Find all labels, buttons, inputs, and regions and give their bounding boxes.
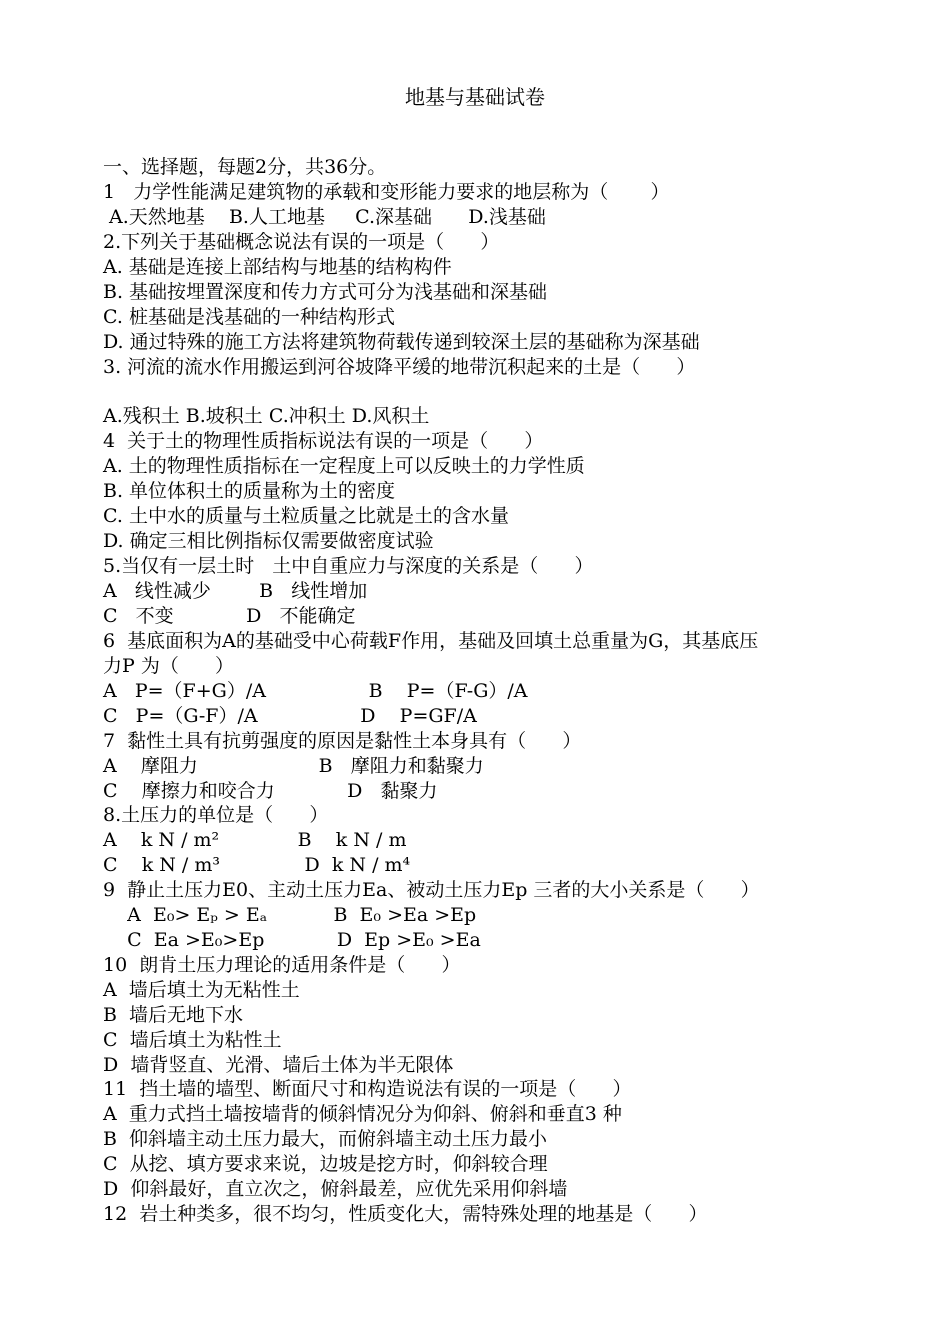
question-2-option-b: B. 基础按埋置深度和传力方式可分为浅基础和深基础 <box>103 281 548 303</box>
question-5: 5.当仅有一层土时 土中自重应力与深度的关系是（ ） <box>103 555 594 577</box>
question-4-option-d: D. 确定三相比例指标仅需要做密度试验 <box>103 530 434 552</box>
question-1-options: A.天然地基 B.人工地基 C.深基础 D.浅基础 <box>103 206 546 228</box>
question-10-option-b: B 墙后无地下水 <box>103 1004 244 1026</box>
question-2-option-c: C. 桩基础是浅基础的一种结构形式 <box>103 306 395 328</box>
question-6-options-cd: C P=（G-F）/A D P=GF/A <box>103 705 477 727</box>
question-11: 11 挡土墙的墙型、断面尺寸和构造说法有误的一项是（ ） <box>103 1078 632 1100</box>
question-3-options: A.残积土 B.坡积土 C.冲积土 D.风积土 <box>103 405 430 427</box>
question-12: 12 岩土种类多，很不均匀，性质变化大，需特殊处理的地基是（ ） <box>103 1203 708 1225</box>
question-10-option-d: D 墙背竖直、光滑、墙后土体为半无限体 <box>103 1054 454 1076</box>
question-4: 4 关于土的物理性质指标说法有误的一项是（ ） <box>103 430 544 452</box>
question-9-options-cd: C Ea >E₀>Ep D Ep >E₀ >Ea <box>103 929 481 951</box>
question-11-option-b: B 仰斜墙主动土压力最大，而俯斜墙主动土压力最小 <box>103 1128 548 1150</box>
question-10-option-a: A 墙后填土为无粘性土 <box>103 979 300 1001</box>
question-11-option-d: D 仰斜最好，直立次之，俯斜最差，应优先采用仰斜墙 <box>103 1178 568 1200</box>
question-6-continued: 力P 为（ ） <box>103 655 235 677</box>
question-7-options-ab: A 摩阻力 B 摩阻力和黏聚力 <box>103 755 484 777</box>
question-2-option-a: A. 基础是连接上部结构与地基的结构构件 <box>103 256 452 278</box>
question-10: 10 朗肯土压力理论的适用条件是（ ） <box>103 954 461 976</box>
question-9: 9 静止土压力E0、主动土压力Ea、被动土压力Ep 三者的大小关系是（ ） <box>103 879 760 901</box>
question-6-options-ab: A P=（F+G）/A B P=（F-G）/A <box>103 680 528 702</box>
question-11-option-c: C 从挖、填方要求来说，边坡是挖方时，仰斜较合理 <box>103 1153 548 1175</box>
question-1: 1 力学性能满足建筑物的承载和变形能力要求的地层称为（ ） <box>103 181 670 203</box>
question-8-options-cd: C k N / m³ D k N / m⁴ <box>103 854 411 876</box>
question-9-options-ab: A E₀> Eₚ > Eₐ B E₀ >Ea >Ep <box>103 904 477 926</box>
question-2-option-d: D. 通过特殊的施工方法将建筑物荷载传递到较深土层的基础称为深基础 <box>103 331 700 353</box>
question-4-option-b: B. 单位体积土的质量称为土的密度 <box>103 480 396 502</box>
question-11-option-a: A 重力式挡土墙按墙背的倾斜情况分为仰斜、俯斜和垂直3 种 <box>103 1103 622 1125</box>
question-8-options-ab: A k N / m² B k N / m <box>103 829 407 851</box>
question-6: 6 基底面积为A的基础受中心荷载F作用，基础及回填土总重量为G，其基底压 <box>103 630 759 652</box>
question-4-option-c: C. 土中水的质量与土粒质量之比就是土的含水量 <box>103 505 509 527</box>
question-8: 8.土压力的单位是（ ） <box>103 804 329 826</box>
question-3: 3. 河流的流水作用搬运到河谷坡降平缓的地带沉积起来的土是（ ） <box>103 356 696 378</box>
section-heading: 一、选择题，每题2分，共36分。 <box>103 156 387 178</box>
question-5-options-cd: C 不变 D 不能确定 <box>103 605 356 627</box>
question-4-option-a: A. 土的物理性质指标在一定程度上可以反映土的力学性质 <box>103 455 585 477</box>
question-7-options-cd: C 摩擦力和咬合力 D 黏聚力 <box>103 780 438 802</box>
question-2: 2.下列关于基础概念说法有误的一项是（ ） <box>103 231 500 253</box>
question-7: 7 黏性土具有抗剪强度的原因是黏性土本身具有（ ） <box>103 730 582 752</box>
exam-title: 地基与基础试卷 <box>405 85 545 109</box>
question-5-options-ab: A 线性减少 B 线性增加 <box>103 580 368 602</box>
question-10-option-c: C 墙后填土为粘性土 <box>103 1029 282 1051</box>
